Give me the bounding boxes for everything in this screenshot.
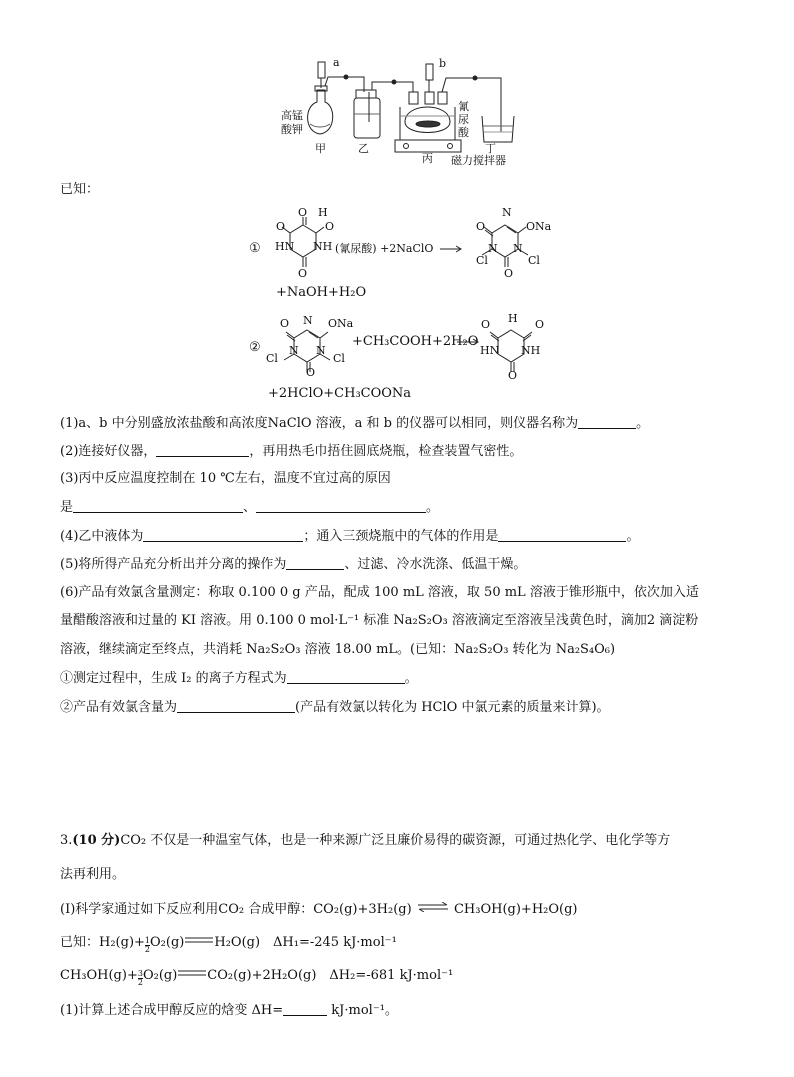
r2-n-right: N bbox=[316, 344, 326, 357]
q2-text-b: ，再用热毛巾捂住圆底烧瓶，检查装置气密性。 bbox=[249, 444, 523, 459]
question-6-line1: (6)产品有效氯含量测定：称取 0.100 0 g 产品，配成 100 mL 溶液，取 50 mL 溶液于锥形瓶中，依次加入适 bbox=[60, 585, 699, 600]
question-1 bbox=[60, 414, 649, 433]
q4-end: 。 bbox=[626, 529, 640, 544]
q5-answer-blank[interactable] bbox=[286, 555, 344, 570]
r1p-o-left: O bbox=[476, 220, 486, 233]
q3-answer-blank-2[interactable] bbox=[256, 498, 426, 513]
known2-text-a: CH₃OH(g)+ bbox=[60, 968, 138, 983]
label-a: a bbox=[333, 56, 340, 69]
label-kmno4-2: 酸钾 bbox=[281, 123, 303, 136]
problem3-part1 bbox=[60, 901, 578, 919]
known1-text-b: O₂(g) bbox=[150, 935, 185, 950]
q3-text-a: (3)丙中反应温度控制在 10 ℃左右，温度不宜过高的原因 bbox=[60, 471, 391, 486]
r2-cl-left: Cl bbox=[266, 352, 278, 365]
reaction1-middle: (氰尿酸) +2NaClO bbox=[335, 242, 434, 255]
reaction2-number: ② bbox=[249, 340, 261, 355]
r1p-cl-right: Cl bbox=[528, 254, 540, 267]
q3-end: 。 bbox=[426, 500, 440, 515]
problem3-q1 bbox=[60, 1001, 398, 1020]
label-bing: 丙 bbox=[422, 152, 433, 165]
q1-end: 。 bbox=[636, 416, 650, 431]
reaction2-tail: +2HClO+CH₃COONa bbox=[268, 386, 412, 401]
q3-sep: 、 bbox=[243, 500, 257, 515]
q1-text: (1)a、b 中分别盛放浓盐酸和高浓度NaClO 溶液，a 和 b 的仪器可以相同，则仪器名称为 bbox=[60, 416, 579, 431]
r2p-o-right: O bbox=[535, 318, 545, 331]
r1-h-top: H bbox=[318, 206, 328, 219]
problem3-score: (10 分) bbox=[72, 833, 121, 848]
q1-answer-blank[interactable] bbox=[578, 414, 636, 429]
label-cyanuric-3: 酸 bbox=[458, 126, 469, 139]
question-3b bbox=[60, 498, 439, 517]
r1-nh: NH bbox=[313, 240, 333, 253]
question-6-line3: 溶液，继续滴定至终点，共消耗 Na₂S₂O₃ 溶液 18.00 mL。(已知：Na₂S₂O₃ 转化为 Na₂S₄O₆) bbox=[60, 642, 616, 657]
r1p-n-left: N bbox=[488, 242, 498, 255]
q6-sub1-text: ①测定过程中，生成 I₂ 的离子方程式为 bbox=[60, 671, 287, 686]
q4-answer-blank-1[interactable] bbox=[143, 527, 303, 542]
r2-n-left: N bbox=[289, 344, 299, 357]
question-6-sub2 bbox=[60, 698, 610, 717]
question-3a bbox=[60, 470, 391, 488]
equals-arrow-1 bbox=[184, 936, 214, 944]
q3-answer-blank-1[interactable] bbox=[73, 498, 243, 513]
r1p-n-right: N bbox=[513, 242, 523, 255]
reaction1-tail: +NaOH+H₂O bbox=[276, 285, 367, 300]
question-6-line2: 量醋酸溶液和过量的 KI 溶液。用 0.100 0 mol·L⁻¹ 标准 Na₂S₂O₃ 溶液滴定至溶液呈浅黄色时，滴加2 滴淀粉 bbox=[60, 613, 699, 628]
r1-o-top: O bbox=[298, 206, 308, 219]
p3-q1-text-b: kJ·mol⁻¹。 bbox=[327, 1003, 398, 1018]
r1-o-left: O bbox=[276, 220, 286, 233]
q4-text-a: (4)乙中液体为 bbox=[60, 529, 144, 544]
r1p-n-top: N bbox=[502, 206, 512, 219]
q2-text-a: (2)连接好仪器， bbox=[60, 444, 157, 459]
r1-o-bottom: O bbox=[298, 267, 308, 280]
r2-o-left: O bbox=[280, 317, 290, 330]
reaction2-middle: +CH₃COOH+2H₂O bbox=[352, 334, 479, 349]
fraction-three-halves: $\frac{3}{2}$ bbox=[137, 969, 143, 987]
equilibrium-arrow bbox=[416, 902, 450, 912]
equals-arrow-2 bbox=[177, 969, 207, 977]
r1p-o-bottom: O bbox=[504, 267, 514, 280]
problem3-line1 bbox=[60, 832, 670, 850]
known2-text-b: O₂(g) bbox=[142, 968, 178, 983]
problem3-number: 3. bbox=[60, 833, 73, 848]
q6-sub2-text-b: (产品有效氯以转化为 HClO 中氯元素的质量来计算)。 bbox=[295, 700, 610, 715]
known-label: 已知： bbox=[60, 182, 100, 197]
r2-cl-right: Cl bbox=[333, 352, 345, 365]
q5-text-b: 、过滤、冷水洗涤、低温干燥。 bbox=[344, 557, 527, 572]
r2p-hn: HN bbox=[480, 344, 500, 357]
label-cyanuric-2: 尿 bbox=[458, 113, 469, 126]
known1-text-c: H₂O(g) ΔH₁=-245 kJ·mol⁻¹ bbox=[214, 935, 397, 950]
problem3-intro: CO₂ 不仅是一种温室气体，也是一种来源广泛且廉价易得的碳资源，可通过热化学、电化学等方 bbox=[120, 833, 671, 848]
r1-hn: HN bbox=[275, 240, 295, 253]
q5-text-a: (5)将所得产品充分析出并分离的操作为 bbox=[60, 557, 287, 572]
part1-text-b: CH₃OH(g)+H₂O(g) bbox=[453, 902, 578, 917]
question-4 bbox=[60, 527, 639, 546]
problem3-known-1 bbox=[60, 934, 397, 954]
known1-text-a: 已知：H₂(g)+ bbox=[60, 935, 145, 950]
label-ding: 丁 bbox=[485, 142, 496, 155]
label-yi: 乙 bbox=[358, 142, 369, 155]
r2p-o-bottom: O bbox=[508, 369, 518, 382]
question-2 bbox=[60, 442, 522, 461]
q6-sub1-end: 。 bbox=[404, 671, 418, 686]
fraction-half: $\frac{1}{2}$ bbox=[144, 936, 151, 954]
known2-text-c: CO₂(g)+2H₂O(g) ΔH₂=-681 kJ·mol⁻¹ bbox=[207, 968, 454, 983]
label-cyanuric-1: 氰 bbox=[458, 100, 469, 113]
label-b: b bbox=[439, 57, 447, 70]
r2-n-top: N bbox=[303, 314, 313, 327]
question-5 bbox=[60, 555, 526, 574]
r2-ona: ONa bbox=[328, 317, 354, 330]
label-jia: 甲 bbox=[315, 142, 326, 155]
q4-answer-blank-2[interactable] bbox=[498, 527, 626, 542]
r1p-cl-left: Cl bbox=[476, 254, 488, 267]
q4-text-b: ；通入三颈烧瓶中的气体的作用是 bbox=[303, 529, 499, 544]
q2-answer-blank[interactable] bbox=[156, 442, 249, 457]
p3-q1-text-a: (1)计算上述合成甲醇反应的焓变 ΔH= bbox=[60, 1003, 284, 1018]
reaction1-number: ① bbox=[249, 241, 261, 256]
q6-sub2-answer-blank[interactable] bbox=[177, 698, 295, 713]
r1-o-right: O bbox=[325, 220, 335, 233]
question-6-sub1 bbox=[60, 669, 418, 688]
q6-sub2-text-a: ②产品有效氯含量为 bbox=[60, 700, 178, 715]
r2-o-bottom: O bbox=[306, 366, 316, 379]
r2p-h-top: H bbox=[508, 312, 518, 325]
p3-q1-answer-blank[interactable] bbox=[283, 1001, 327, 1016]
r2p-nh: NH bbox=[521, 344, 541, 357]
label-kmno4-1: 高锰 bbox=[281, 109, 303, 122]
r2p-o-left: O bbox=[481, 318, 491, 331]
problem3-known-2 bbox=[60, 967, 453, 987]
r1p-ona: ONa bbox=[526, 220, 552, 233]
problem3-line2: 法再利用。 bbox=[60, 867, 126, 882]
label-stirrer: 磁力搅拌器 bbox=[451, 154, 506, 167]
part1-text-a: (Ⅰ)科学家通过如下反应利用CO₂ 合成甲醇：CO₂(g)+3H₂(g) bbox=[60, 902, 412, 917]
q6-sub1-answer-blank[interactable] bbox=[287, 669, 405, 684]
q3-text-b: 是 bbox=[60, 500, 74, 515]
